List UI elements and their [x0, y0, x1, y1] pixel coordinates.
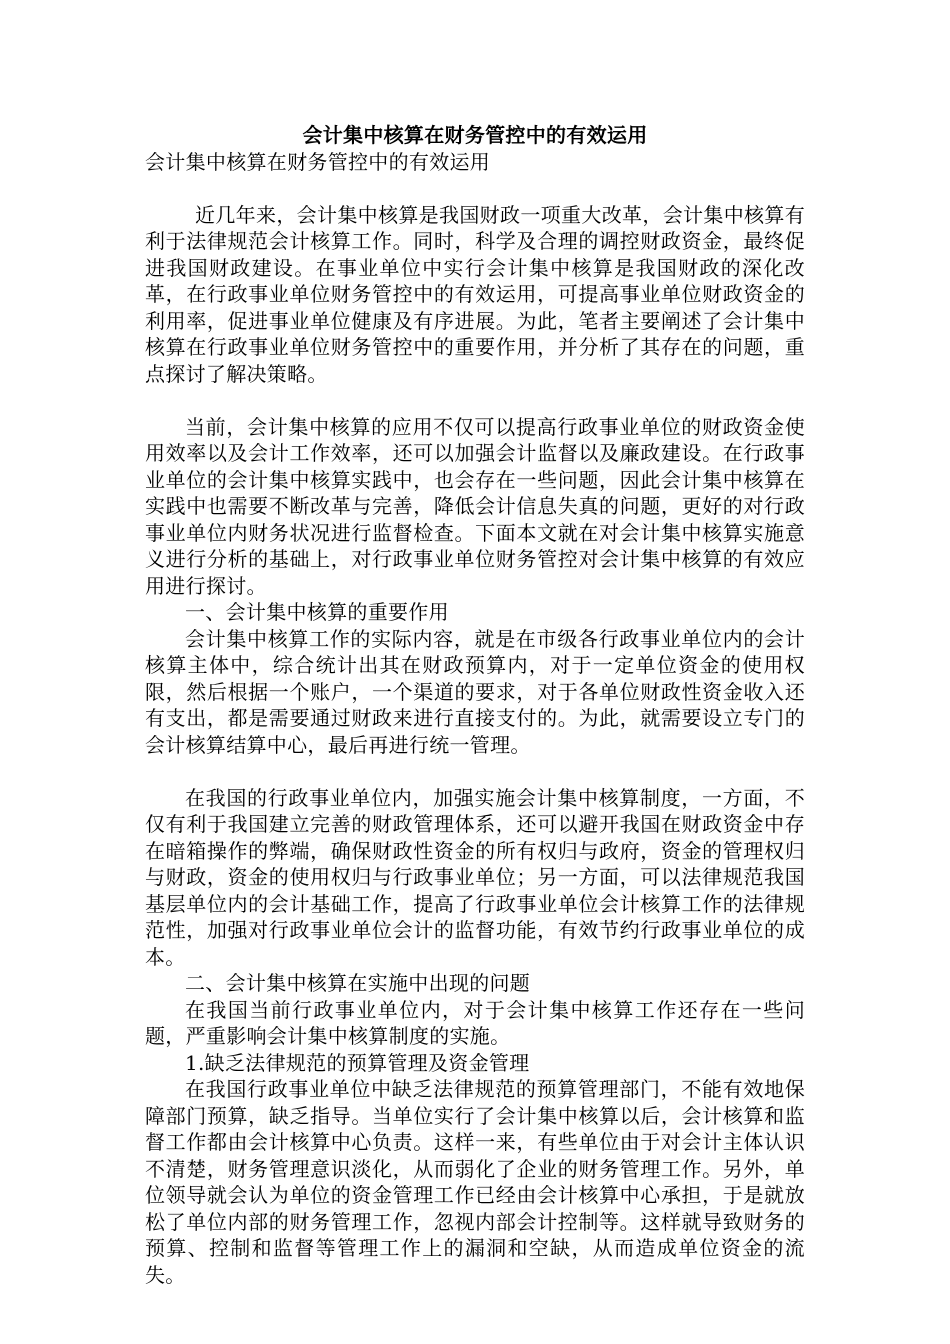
- section-1-paragraph-1: 会计集中核算工作的实际内容，就是在市级各行政事业单位内的会计核算主体中，综合统计出其在财政预算内，对于一定单位资金的使用权限，然后根据一个账户，一个渠道的要求，对于各单位财政性资金收入还有支出，都是需要通过财政来进行直接支付的。为此，就需要设立专门的会计核算结算中心，最后再进行统一管理。: [145, 626, 805, 757]
- blank-line: [145, 387, 805, 414]
- subsection-1-paragraph-1: 在我国行政事业单位中缺乏法律规范的预算管理部门，不能有效地保障部门预算，缺乏指导。当单位实行了会计集中核算以后，会计核算和监督工作都由会计核算中心负责。这样一来，有些单位由于对会计主体认识不清楚，财务管理意识淡化，从而弱化了企业的财务管理工作。另外，单位领导就会认为单位的资金管理工作已经由会计核算中心承担，于是就放松了单位内部的财务管理工作，忽视内部会计控制等。这样就导致财务的预算、控制和监督等管理工作上的漏洞和空缺，从而造成单位资金的流失。: [145, 1077, 805, 1287]
- intro-paragraph: 当前，会计集中核算的应用不仅可以提高行政事业单位的财政资金使用效率以及会计工作效率，还可以加强会计监督以及廉政建设。在行政事业单位的会计集中核算实践中，也会存在一些问题，因此会计集中核算在实践中也需要不断改革与完善，降低会计信息失真的问题，更好的对行政事业单位内财务状况进行监督检查。下面本文就在对会计集中核算实施意义进行分析的基础上，对行政事业单位财务管控对会计集中核算的有效应用进行探讨。: [145, 414, 805, 598]
- abstract-paragraph: 近几年来，会计集中核算是我国财政一项重大改革，会计集中核算有利于法律规范会计核算工作。同时，科学及合理的调控财政资金，最终促进我国财政建设。在事业单位中实行会计集中核算是我国财政的深化改革，在行政事业单位财务管控中的有效运用，可提高事业单位财政资金的利用率，促进事业单位健康及有序进展。为此，笔者主要阐述了会计集中核算在行政事业单位财务管控中的重要作用，并分析了其存在的问题，重点探讨了解决策略。: [145, 202, 805, 386]
- blank-line: [145, 758, 805, 785]
- section-1-heading: 一、会计集中核算的重要作用: [185, 600, 449, 624]
- section-2-heading: 二、会计集中核算在实施中出现的问题: [185, 971, 531, 995]
- subsection-1-heading: 1.缺乏法律规范的预算管理及资金管理: [185, 1050, 530, 1075]
- document-body: [145, 122, 805, 1288]
- section-2-paragraph-1: 在我国当前行政事业单位内，对于会计集中核算工作还存在一些问题，严重影响会计集中核算制度的实施。: [145, 997, 805, 1048]
- section-1-paragraph-2: 在我国的行政事业单位内，加强实施会计集中核算制度，一方面，不仅有利于我国建立完善的财政管理体系，还可以避开我国在财政资金中存在暗箱操作的弊端，确保财政性资金的所有权归与政府，资金的管理权归与财政，资金的使用权归与行政事业单位；另一方面，可以法律规范我国基层单位内的会计基础工作，提高了行政事业单位会计核算工作的法律规范性，加强对行政事业单位会计的监督功能，有效节约行政事业单位的成本。: [145, 785, 805, 969]
- document-title: 会计集中核算在财务管控中的有效运用: [302, 123, 648, 147]
- document-subtitle: 会计集中核算在财务管控中的有效运用: [145, 149, 491, 174]
- blank-line: [145, 175, 805, 202]
